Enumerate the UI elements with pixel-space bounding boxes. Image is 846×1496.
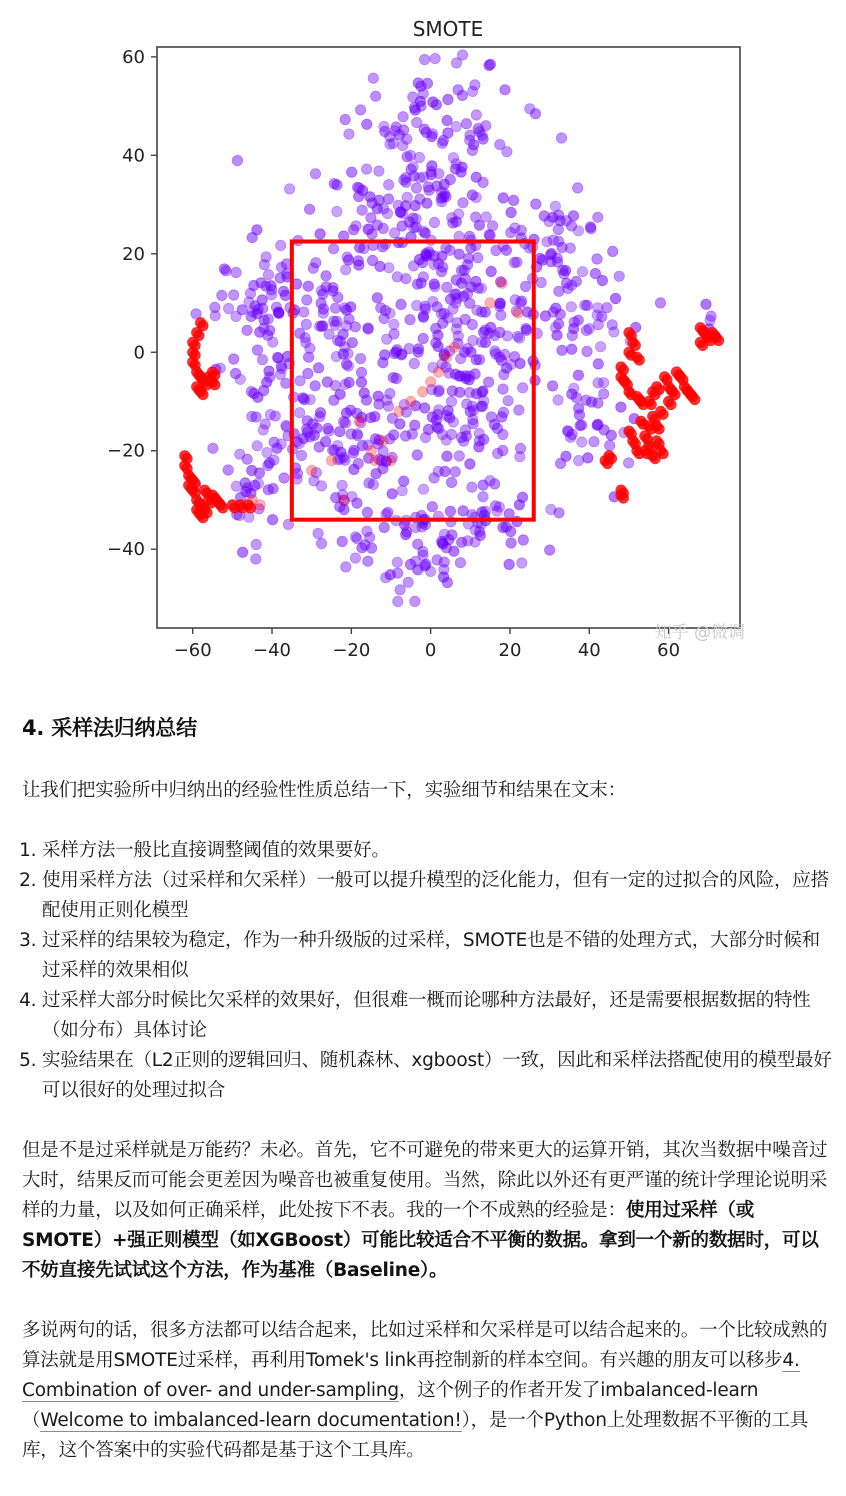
svg-text:40: 40 bbox=[122, 145, 145, 167]
scatter-points bbox=[180, 50, 724, 607]
list-item: 5. 实验结果在（L2正则的逻辑回归、随机森林、xgboost）一致，因此和采样法搭配使用的模型最好可以很好的处理过拟合 bbox=[42, 1046, 834, 1106]
svg-text:0: 0 bbox=[133, 342, 145, 364]
svg-text:20: 20 bbox=[498, 640, 522, 661]
combination-text-2: ，这个例子的作者开发了imbalanced-learn（ bbox=[22, 1380, 759, 1431]
section-heading: 4. 采样法归纳总结 bbox=[22, 716, 197, 740]
caveat-paragraph bbox=[22, 1136, 834, 1286]
svg-text:60: 60 bbox=[122, 46, 145, 68]
y-axis-ticks bbox=[107, 47, 157, 560]
combination-paragraph bbox=[22, 1316, 834, 1466]
article-body bbox=[22, 710, 834, 1496]
list-item: 4. 过采样大部分时候比欠采样的效果好，但很难一概而论哪种方法最好，还是需要根据数据的特性（如分布）具体讨论 bbox=[42, 986, 834, 1046]
imblearn-docs-link[interactable]: Welcome to imbalanced-learn documentation! bbox=[40, 1410, 462, 1431]
scatter-chart bbox=[0, 0, 846, 680]
smote-scatter-figure bbox=[0, 0, 846, 680]
svg-text:40: 40 bbox=[577, 640, 601, 661]
list-item: 2. 使用采样方法（过采样和欠采样）一般可以提升模型的泛化能力，但有一定的过拟合的风险，应搭配使用正则化模型 bbox=[42, 866, 834, 926]
x-axis-ticks bbox=[174, 628, 680, 661]
list-item: 3. 过采样的结果较为稳定，作为一种升级版的过采样，SMOTE也是不错的处理方式，大部分时候和过采样的效果相似 bbox=[42, 926, 834, 986]
svg-text:−40: −40 bbox=[107, 539, 145, 561]
chart-title: SMOTE bbox=[412, 17, 484, 41]
svg-text:−20: −20 bbox=[332, 640, 371, 661]
combination-text-1: 多说两句的话，很多方法都可以结合起来，比如过采样和欠采样是可以结合起来的。一个比较成熟的算法就是用SMOTE过采样，再利用Tomek's link再控制新的样本空间。有兴趣的朋友可以移步 bbox=[22, 1320, 828, 1371]
caveat-emphasis: 使用过采样（或SMOTE）+强正则模型（如XGBoost）可能比较适合不平衡的数据。拿到一个新的数据时，可以不妨直接先试试这个方法，作为基准（Baseline）。 bbox=[22, 1200, 819, 1281]
svg-text:−60: −60 bbox=[173, 640, 212, 661]
combination-link[interactable]: 4. Combination of over- and under-sampling bbox=[22, 1350, 800, 1401]
svg-text:−20: −20 bbox=[107, 440, 145, 462]
list-item: 1. 采样方法一般比直接调整阈值的效果要好。 bbox=[42, 836, 834, 866]
summary-list bbox=[22, 836, 834, 1106]
caveat-text: 但是不是过采样就是万能药？未必。首先，它不可避免的带来更大的运算开销，其次当数据中噪音过大时，结果反而可能会更差因为噪音也被重复使用。当然，除此以外还有更严谨的统计学理论说明采样的力量，以及如何正确采样，此处按下不表。我的一个不成熟的经验是： bbox=[22, 1140, 828, 1221]
svg-text:−40: −40 bbox=[253, 640, 292, 661]
svg-text:0: 0 bbox=[424, 640, 437, 661]
svg-text:20: 20 bbox=[122, 243, 145, 265]
svg-text:60: 60 bbox=[657, 640, 681, 661]
intro-paragraph: 让我们把实验所中归纳出的经验性性质总结一下，实验细节和结果在文末： bbox=[22, 780, 626, 801]
watermark: 知乎 @微调 bbox=[654, 623, 745, 643]
combination-text-3: ），是一个Python上处理数据不平衡的工具库，这个答案中的实验代码都是基于这个工具库。 bbox=[22, 1410, 809, 1461]
